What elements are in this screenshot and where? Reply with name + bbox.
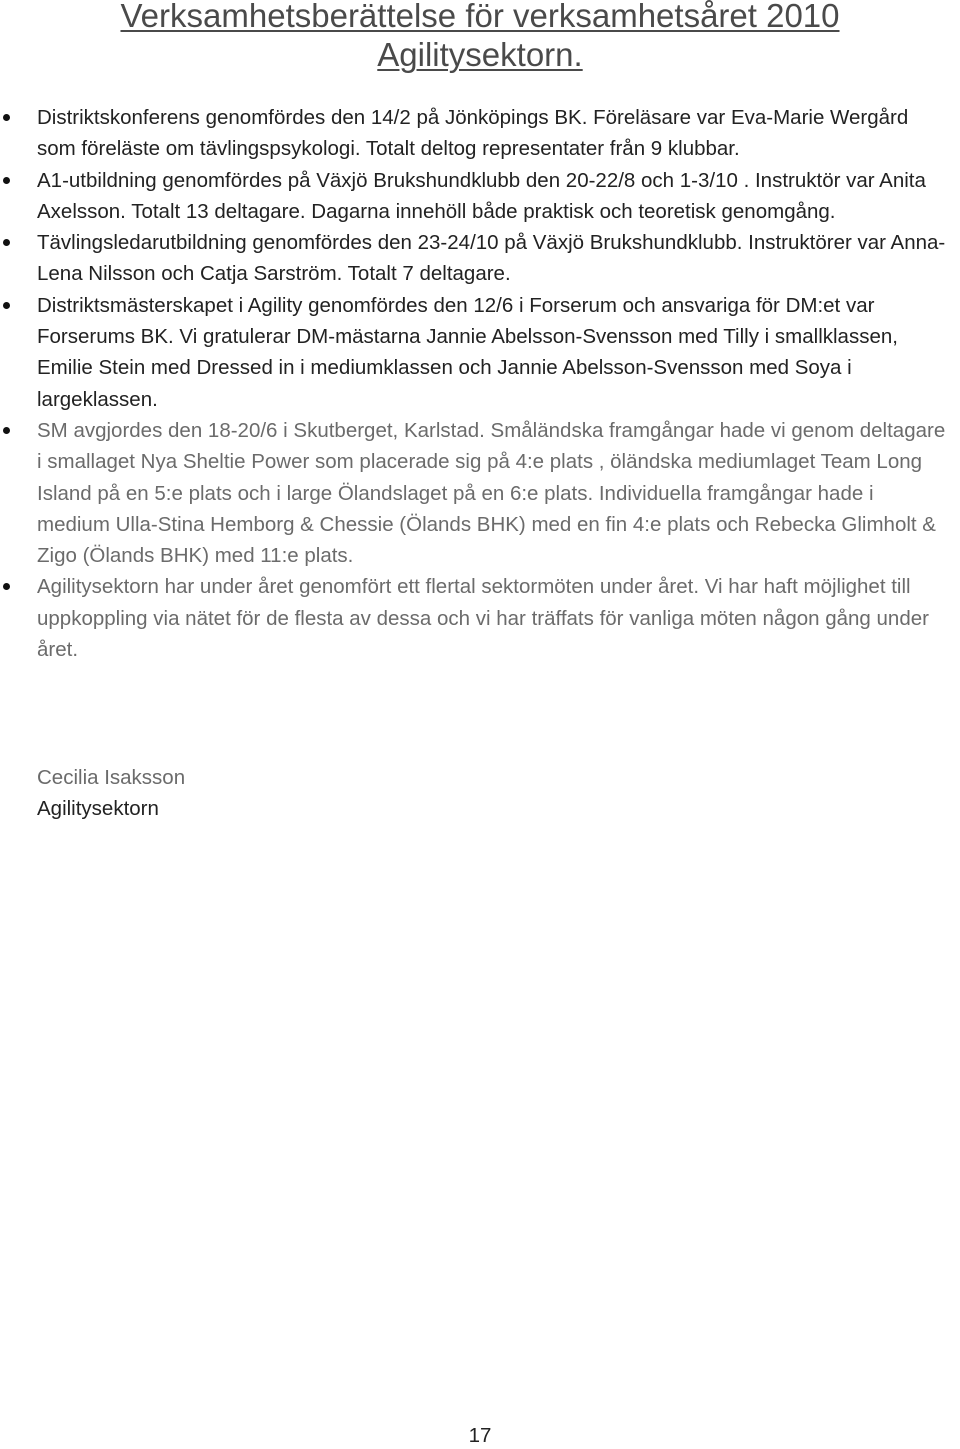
title-line-2: Agilitysektorn. bbox=[377, 36, 583, 73]
signature-organization: Agilitysektorn bbox=[37, 797, 159, 821]
bullet-dot-icon bbox=[3, 583, 10, 590]
bullet-dot-icon bbox=[3, 427, 10, 434]
signature-name: Cecilia Isaksson bbox=[37, 766, 186, 789]
page-number: 17 bbox=[468, 1424, 492, 1447]
list-item-sector-meetings bbox=[0, 571, 960, 665]
document-title bbox=[0, 0, 960, 74]
list-item-judge-training bbox=[0, 227, 960, 290]
list-item-text: Agilitysektorn har under året genomfört ett flertal sektormöten under året. Vi har haft möjlighet till uppkoppling via nätet för de flesta av dessa och vi har träffats för vanliga möten någon gång under året. bbox=[37, 575, 929, 662]
list-item-district-championship bbox=[0, 290, 960, 415]
bullet-dot-icon bbox=[3, 114, 10, 121]
list-item-a1-training bbox=[0, 165, 960, 228]
bullet-dot-icon bbox=[3, 177, 10, 184]
list-item-text: A1-utbildning genomfördes på Växjö Brukshundklubb den 20-22/8 och 1-3/10 . Instruktör var Anita Axelsson. Totalt 13 deltagare. Dagarna innehöll både praktisk och teoretisk genomgång. bbox=[37, 168, 926, 223]
title-line-1: Verksamhetsberättelse för verksamhetsåret 2010 bbox=[120, 0, 840, 34]
list-item-district-conference bbox=[0, 102, 960, 165]
list-item-sm-results bbox=[0, 415, 960, 571]
bullet-dot-icon bbox=[3, 302, 10, 309]
signature-block bbox=[37, 762, 185, 825]
bullet-dot-icon bbox=[3, 239, 10, 246]
list-item-text: Distriktsmästerskapet i Agility genomfördes den 12/6 i Forserum och ansvariga för DM:et var Forserums BK. Vi gratulerar DM-mästarna Jannie Abelsson-Svensson med Tilly i smallklassen, Emilie Stein med Dressed in i mediumklassen och Jannie Abelsson-Svensson med Soya i largeklassen. bbox=[37, 293, 898, 411]
list-item-text: SM avgjordes den 18-20/6 i Skutberget, Karlstad. Småländska framgångar hade vi genom deltagare i smallaget Nya Sheltie Power som placerade sig på 4:e plats , öländska mediumlaget Team Long Island på en 5:e plats och i large Ölandslaget på en 6:e plats. Individuella framgångar hade i medium Ulla-Stina Hemborg & Chessie (Ölands BHK) med en fin 4:e plats och Rebecka Glimholt & Zigo (Ölands BHK) med 11:e plats. bbox=[37, 418, 946, 568]
activity-list bbox=[0, 102, 960, 665]
list-item-text: Tävlingsledarutbildning genomfördes den 23-24/10 på Växjö Brukshundklubb. Instruktörer var Anna-Lena Nilsson och Catja Sarström. Totalt 7 deltagare. bbox=[37, 231, 946, 286]
list-item-text: Distriktskonferens genomfördes den 14/2 på Jönköpings BK. Föreläsare var Eva-Marie Wergård som föreläste om tävlingspsykologi. Totalt deltog representater från 9 klubbar. bbox=[37, 106, 909, 161]
